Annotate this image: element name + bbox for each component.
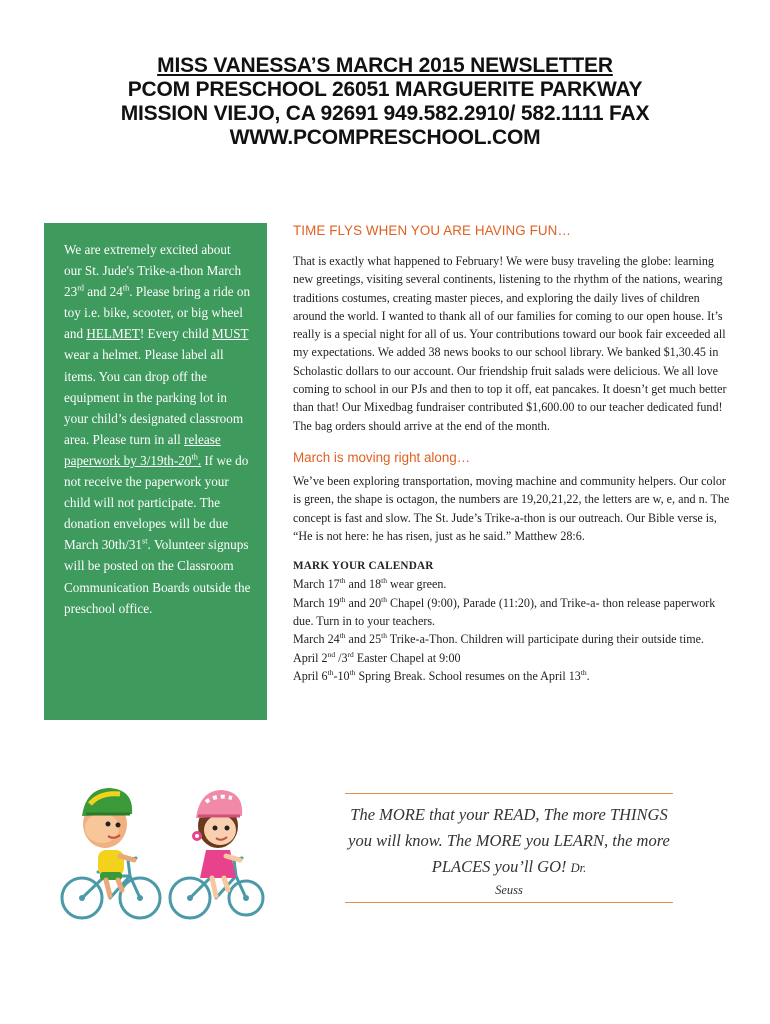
section-heading-march: March is moving right along… bbox=[293, 449, 471, 465]
calendar-item: March 24th and 25th Trike-a-Thon. Children will participate during their outside time. bbox=[293, 631, 705, 647]
newsletter-header bbox=[0, 54, 770, 150]
girl-cyclist bbox=[170, 790, 263, 918]
section-heading-fun: TIME FLYS WHEN YOU ARE HAVING FUN… bbox=[293, 223, 571, 238]
quote-text: The MORE that your READ, The more THINGS you will know. The MORE you LEARN, the more PLACES you’ll GO! Dr. bbox=[348, 805, 670, 876]
quote-author: Seuss bbox=[495, 883, 523, 897]
calendar-item: March 19th and 20th Chapel (9:00), Parade (11:20), and Trike-a- thon release paperwork due. Turn in to your teachers. bbox=[293, 594, 716, 629]
march-theme-paragraph: We’ve been exploring transportation, moving machine and community helpers. Our color is green, the shape is octagon, the numbers are 19,20,21,22, the letters are w, e, and n. The concept is fast and slow. The St. Jude’s Trike-a-thon is our outreach. Our Bible verse is, “He is not here: he has risen, just as he said.” Matthew 28:6. bbox=[293, 473, 730, 543]
calendar-item: April 2nd /3rd Easter Chapel at 9:00 bbox=[293, 649, 461, 665]
kids-riding-bikes-icon bbox=[50, 780, 265, 925]
calendar-item: April 6th-10th Spring Break. School resumes on the April 13th. bbox=[293, 667, 590, 683]
must-emphasis: MUST bbox=[211, 326, 249, 342]
release-deadline: release paperwork by 3/19th-20th. bbox=[64, 431, 221, 468]
main-column bbox=[293, 222, 733, 685]
school-website[interactable]: WWW.PCOMPRESCHOOL.COM bbox=[229, 126, 541, 149]
dr-seuss-quote bbox=[345, 793, 673, 903]
boy-cyclist bbox=[62, 788, 160, 918]
calendar-item: March 17th and 18th wear green. bbox=[293, 576, 447, 592]
quote-author-prefix: Dr. bbox=[570, 861, 587, 875]
school-phone-line: MISSION VIEJO, CA 92691 949.582.2910/ 582.1111 FAX bbox=[120, 102, 650, 125]
calendar-heading: MARK YOUR CALENDAR bbox=[293, 560, 434, 573]
newsletter-title: MISS VANESSA’S MARCH 2015 NEWSLETTER bbox=[157, 54, 613, 77]
school-address-line: PCOM PRESCHOOL 26051 MARGUERITE PARKWAY bbox=[127, 78, 643, 101]
trike-a-thon-sidebar bbox=[44, 223, 267, 720]
sidebar-text: We are extremely excited about our St. Jude's Trike-a-thon March 23rd and 24th. Please bring a ride on toy i.e. bike, scooter, or big wheel and HELMET! Every child MUST wear a helmet. Please label all items. You can drop off the equipment in the parking lot in your child’s designated classroom area. Please turn in all release paperwork by 3/19th-20th. If we do not receive the paperwork your child will not participate. The donation envelopes will be due March 30th/31st. Volunteer signups will be posted on the Classroom Communication Boards outside the preschool office. bbox=[64, 242, 251, 616]
february-recap-paragraph: That is exactly what happened to February! We were busy traveling the globe: learning new greetings, visiting several continents, listening to the rhythm of the nations, wearing traditions costumes, creating master pieces, and exploring the daily lives of children around the world. I wanted to thank all of our families for coming to our open house. It’s really is a special night for all of us. Your contributions toward our book fair exceeded all my expectations. We added 38 news books to our school library. We banked $1,30.45 in Scholastic dollars to our account. Our friendship fruit salads were delicious. We all love coming to school in our PJs and then to top it off, eat pancakes. It doesn’t get much better than that! Our Mixedbag fundraiser contributed $1,600.00 to our teacher dedicated fund! The bag orders should arrive at the end of the month. bbox=[293, 254, 727, 433]
helmet-emphasis: HELMET bbox=[86, 326, 140, 342]
